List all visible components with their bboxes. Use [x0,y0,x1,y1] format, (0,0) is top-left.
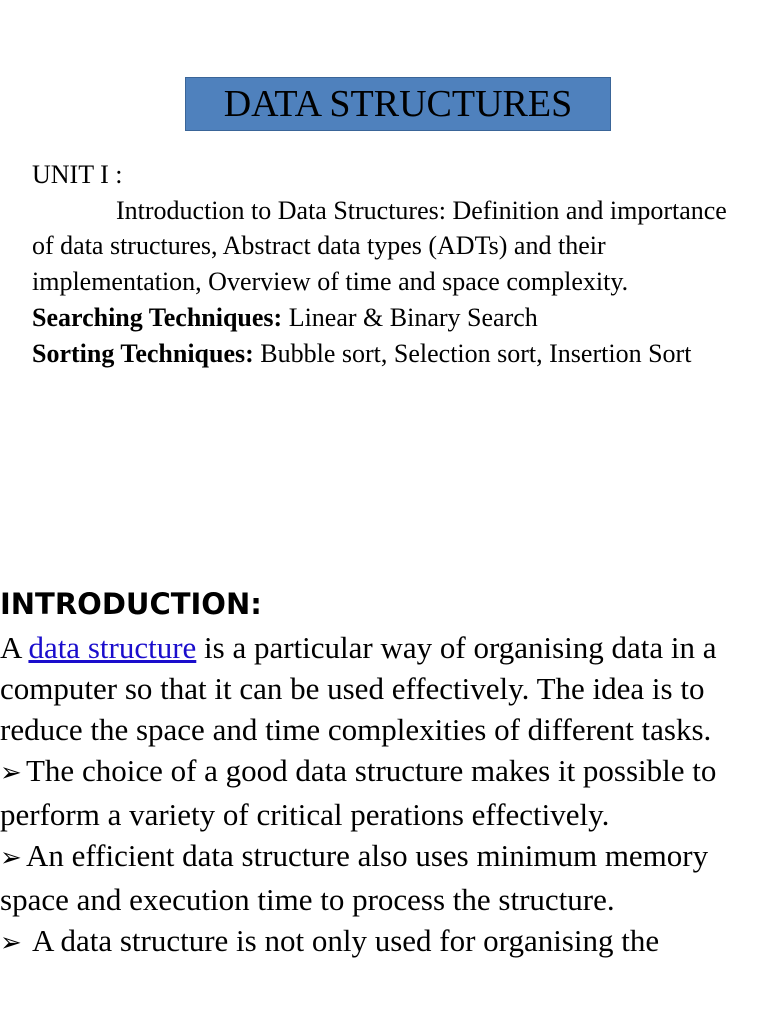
data-structure-link[interactable]: data structure [28,630,197,665]
searching-label: Searching Techniques: [32,302,283,332]
bullet-item [0,920,768,964]
bullet-item [0,835,768,920]
paragraph-prefix: A [0,630,29,665]
arrow-bullet-icon: ➢ [0,758,22,788]
searching-text: Linear & Binary Search [282,302,538,332]
sorting-line [32,336,732,372]
sorting-text: Bubble sort, Selection sort, Insertion Sort [253,338,692,368]
introduction-heading: INTRODUCTION: [0,587,262,621]
unit-description: Introduction to Data Structures: Definition and importance of data structures, Abstract data types (ADTs) and their implementation, Overview of time and space complexity. [32,195,727,297]
unit-heading: UNIT I : [32,160,123,189]
unit-section [32,157,732,371]
searching-line [32,300,732,336]
introduction-paragraph [0,627,768,750]
paragraph-rest: is a particular way of organising data in a computer so that it can be used effectively. The idea is to reduce the space and time complexities of different tasks. [0,630,717,747]
bullet-text: An efficient data structure also uses minimum memory space and execution time to process the structure. [0,838,709,917]
bullet-item [0,750,768,835]
bullet-text: The choice of a good data structure makes it possible to perform a variety of critical perations effectively. [0,753,717,832]
bullet-text: A data structure is not only used for organising the [26,923,660,958]
document-title: DATA STRUCTURES [185,77,611,131]
sorting-label: Sorting Techniques: [32,338,254,368]
introduction-body [0,627,768,964]
arrow-bullet-icon: ➢ [0,843,22,873]
arrow-bullet-icon: ➢ [0,928,22,958]
